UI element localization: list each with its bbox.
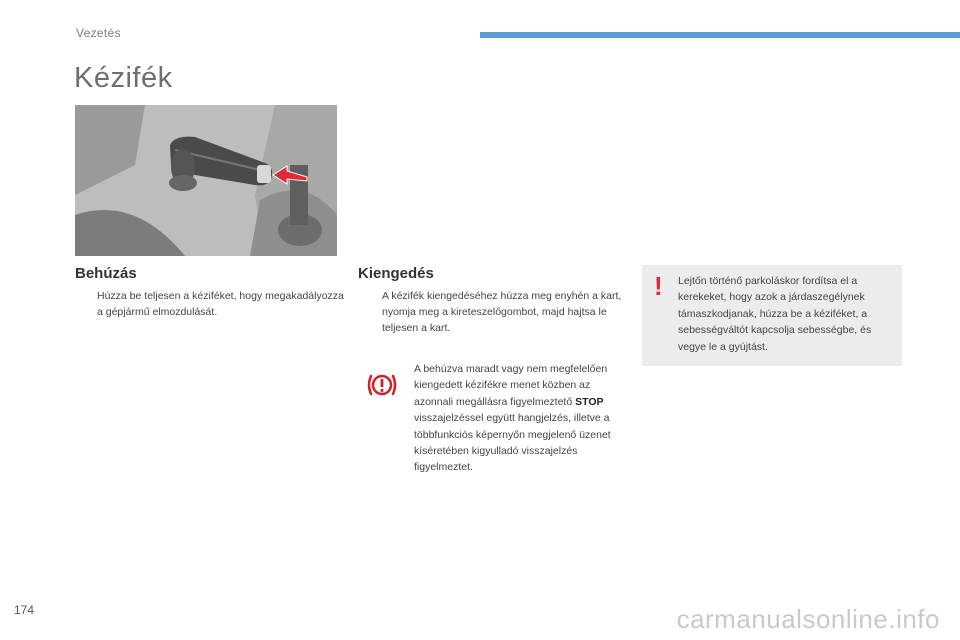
brake-warning-icon: [366, 369, 398, 401]
page-number: 174: [14, 603, 35, 617]
watermark: carmanualsonline.info: [676, 604, 940, 634]
handbrake-illustration: [75, 105, 337, 256]
behuzas-step: [75, 288, 345, 320]
kiengedes-text: A kézifék kiengedéséhez húzza meg enyhén a kart, nyomja meg a kireteszelőgombot, majd hajtsa le teljesen a kart.: [382, 290, 622, 334]
exclamation-icon: !: [654, 271, 663, 301]
kiengedes-step: [358, 288, 622, 336]
behuzas-text: Húzza be teljesen a kéziféket, hogy megakadályozza a gépjármű elmozdulását.: [97, 290, 344, 318]
page-title: Kézifék: [74, 62, 173, 94]
note-box: [642, 265, 902, 366]
header-accent-bar: [480, 32, 960, 38]
note-text: Lejtőn történő parkoláskor fordítsa el a kerekeket, hogy azok a járdaszegélynek támaszkodjanak, húzza be a kéziféket, a sebességváltót kapcsolja sebességbe, és vegye le a gyújtást.: [678, 275, 872, 353]
warning-text-after: visszajelzéssel együtt hangjelzés, illetve a többfunkciós képernyőn megjelenő üzenet kíséretében kigyulladó visszajelzés figyelmeztet.: [414, 412, 611, 474]
stop-emphasis: STOP: [575, 395, 604, 408]
handbrake-photo: [75, 105, 337, 256]
behuzas-heading: Behúzás: [75, 265, 137, 282]
section-label: Vezetés: [76, 26, 121, 40]
kiengedes-heading: Kiengedés: [358, 265, 434, 282]
warning-text-before: A behúzva maradt vagy nem megfelelően kiengedett kézifékre menet közben az azonnali megállásra figyelmeztető: [414, 363, 608, 408]
warning-text: [414, 361, 626, 476]
